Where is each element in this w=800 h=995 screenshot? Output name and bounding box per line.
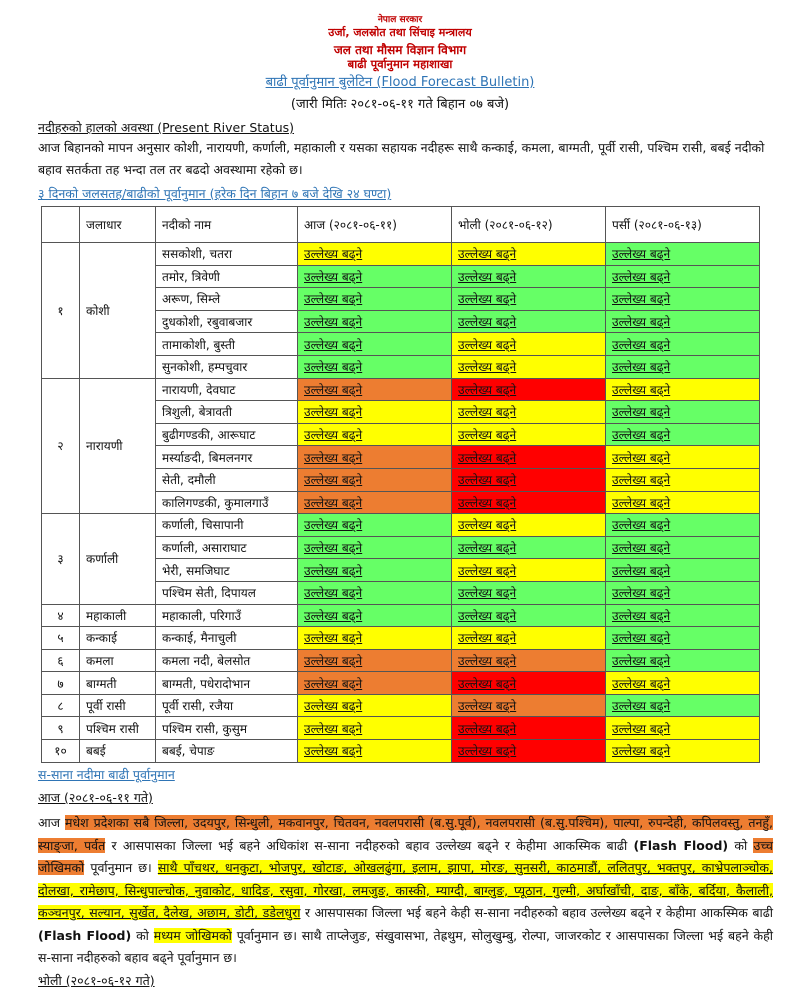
river-station: तमोर, त्रिवेणी <box>156 265 298 288</box>
river-station: कन्काई, मैनाचुली <box>156 627 298 650</box>
basin-name: पूर्वी रासी <box>80 694 156 717</box>
forecast-cell-tomorrow <box>452 559 606 582</box>
river-station: पश्चिम सेती, दिपायल <box>156 581 298 604</box>
forecast-level-text: उल्लेख्य बढ्ने <box>458 450 517 465</box>
forecast-cell-tomorrow <box>452 446 606 469</box>
forecast-cell-today <box>298 446 452 469</box>
col-tomorrow: भोली (२०८१-०६-१२) <box>452 207 606 243</box>
forecast-cell-tomorrow <box>452 717 606 740</box>
forecast-cell-day-after <box>606 491 760 514</box>
forecast-cell-day-after <box>606 717 760 740</box>
forecast-level-text: उल्लेख्य बढ्ने <box>458 608 517 623</box>
forecast-cell-day-after <box>606 694 760 717</box>
basin-name: कर्णाली <box>80 514 156 604</box>
forecast-level-text: उल्लेख्य बढ्ने <box>612 382 671 397</box>
basin-number: ९ <box>42 717 80 740</box>
river-station: महाकाली, परिगाउँ <box>156 604 298 627</box>
forecast-text-1: पूर्वानुमान छ। <box>84 860 158 875</box>
forecast-table-header <box>42 207 760 243</box>
forecast-level-text: उल्लेख्य बढ्ने <box>304 676 363 691</box>
forecast-cell-day-after <box>606 559 760 582</box>
forecast-cell-today <box>298 559 452 582</box>
basin-number: ८ <box>42 694 80 717</box>
forecast-cell-tomorrow <box>452 401 606 424</box>
forecast-level-text: उल्लेख्य बढ्ने <box>458 563 517 578</box>
forecast-cell-day-after <box>606 423 760 446</box>
forecast-level-text: उल्लेख्य बढ्ने <box>458 518 517 533</box>
forecast-table-body <box>42 243 760 763</box>
forecast-level-text: उल्लेख्य बढ्ने <box>304 608 363 623</box>
forecast-level-text: उल्लेख्य बढ्ने <box>458 337 517 352</box>
forecast-cell-tomorrow <box>452 468 606 491</box>
forecast-cell-day-after <box>606 355 760 378</box>
forecast-level-text: उल्लेख्य बढ्ने <box>304 699 363 714</box>
forecast-level-text: उल्लेख्य बढ्ने <box>612 518 671 533</box>
table-row <box>42 627 760 650</box>
forecast-level-text: उल्लेख्य बढ्ने <box>612 631 671 646</box>
forecast-level-text: उल्लेख्य बढ्ने <box>458 653 517 668</box>
forecast-cell-day-after <box>606 468 760 491</box>
basin-name: कोशी <box>80 243 156 379</box>
river-station: सेती, दमौली <box>156 468 298 491</box>
col-day-after: पर्सी (२०८१-०६-१३) <box>606 207 760 243</box>
basin-number: ६ <box>42 649 80 672</box>
forecast-cell-today <box>298 694 452 717</box>
forecast-level-text: उल्लेख्य बढ्ने <box>304 450 363 465</box>
flash-flood-label-2: (Flash Flood) <box>38 927 132 943</box>
forecast-level-text: उल्लेख्य बढ्ने <box>304 495 363 510</box>
forecast-level-text: उल्लेख्य बढ्ने <box>612 586 671 601</box>
basin-name: बाग्मती <box>80 672 156 695</box>
basin-name: कमला <box>80 649 156 672</box>
low-risk-text: पूर्वानुमान छ। साथै ताप्लेजुङ, संखुवासभा, तेह्रथुम, सोलुखुम्बु, रोल्पा, जाजरकोट र आसपासका जिल्ला भई बहने केही स-साना नदीहरुको बहाव बढ्ने पूर्वानुमान छ। <box>38 927 773 965</box>
tomorrow-title: भोली (२०८१-०६-१२ गते) <box>38 973 155 988</box>
forecast-level-text: उल्लेख्य बढ्ने <box>304 405 363 420</box>
forecast-cell-tomorrow <box>452 740 606 763</box>
forecast-cell-today <box>298 333 452 356</box>
forecast-cell-tomorrow <box>452 355 606 378</box>
mid-text-1: र आसपासका जिल्ला भई बहने अधिकांश स-साना नदीहरुको बहाव उल्लेख्य बढ्ने र केहीमा आकस्मिक बाढी <box>105 837 634 853</box>
forecast-level-text: उल्लेख्य बढ्ने <box>458 405 517 420</box>
forecast-cell-today <box>298 581 452 604</box>
forecast-level-text: उल्लेख्य बढ्ने <box>304 653 363 668</box>
basin-number: ३ <box>42 514 80 604</box>
basin-name: नारायणी <box>80 378 156 514</box>
forecast-cell-today <box>298 649 452 672</box>
basin-number: ७ <box>42 672 80 695</box>
today-title: आज (२०८१-०६-११ गते) <box>38 790 153 805</box>
basin-number: २ <box>42 378 80 514</box>
forecast-level-text: उल्लेख्य बढ्ने <box>304 428 363 443</box>
forecast-cell-tomorrow <box>452 672 606 695</box>
forecast-level-text: उल्लेख्य बढ्ने <box>612 473 671 488</box>
col-num <box>42 207 80 243</box>
basin-name: बबई <box>80 740 156 763</box>
forecast-cell-today <box>298 514 452 537</box>
forecast-level-text: उल्लेख्य बढ्ने <box>612 676 671 691</box>
forecast-level-text: उल्लेख्य बढ्ने <box>304 744 363 759</box>
forecast-level-text: उल्लेख्य बढ्ने <box>304 541 363 556</box>
forecast-level-text: उल्लेख्य बढ्ने <box>612 269 671 284</box>
table-row <box>42 694 760 717</box>
forecast-level-text: उल्लेख्य बढ्ने <box>612 405 671 420</box>
forecast-level-text: उल्लेख्य बढ्ने <box>458 382 517 397</box>
forecast-cell-day-after <box>606 446 760 469</box>
forecast-cell-tomorrow <box>452 627 606 650</box>
forecast-level-text: उल्लेख्य बढ्ने <box>612 337 671 352</box>
river-station: ससकोशी, चतरा <box>156 243 298 266</box>
forecast-level-text: उल्लेख्य बढ्ने <box>458 269 517 284</box>
department-label: जल तथा मौसम विज्ञान विभाग <box>333 43 467 57</box>
forecast-level-text: उल्लेख्य बढ्ने <box>612 744 671 759</box>
forecast-level-text: उल्लेख्य बढ्ने <box>458 541 517 556</box>
forecast-level-text: उल्लेख्य बढ्ने <box>458 428 517 443</box>
forecast-cell-day-after <box>606 740 760 763</box>
forecast-level-text: उल्लेख्य बढ्ने <box>612 315 671 330</box>
river-station: त्रिशुली, बेत्रावती <box>156 401 298 424</box>
ministry-label: उर्जा, जलस्रोत तथा सिंचाइ मन्त्रालय <box>328 26 472 39</box>
forecast-cell-today <box>298 740 452 763</box>
river-station: बबई, चेपाङ <box>156 740 298 763</box>
bulletin-title <box>0 72 800 90</box>
forecast-level-text: उल्लेख्य बढ्ने <box>304 563 363 578</box>
forecast-level-text: उल्लेख्य बढ्ने <box>612 495 671 510</box>
forecast-level-text: उल्लेख्य बढ्ने <box>304 586 363 601</box>
forecast-level-text: उल्लेख्य बढ्ने <box>612 360 671 375</box>
present-status-title: नदीहरुको हालको अवस्था (Present River Status) <box>38 120 295 135</box>
table-row <box>42 717 760 740</box>
river-station: तामाकोशी, बुस्ती <box>156 333 298 356</box>
forecast-cell-today <box>298 401 452 424</box>
mid-text-2: र आसपासका जिल्ला भई बहने केही स-साना नदीहरुको बहाव उल्लेख्य बढ्ने र केहीमा आकस्मिक बाढी <box>300 905 773 920</box>
forecast-level-text: उल्लेख्य बढ्ने <box>304 360 363 375</box>
forecast-level-text: उल्लेख्य बढ्ने <box>304 721 363 736</box>
table-row <box>42 740 760 763</box>
river-station: सुनकोशी, हम्पचुवार <box>156 355 298 378</box>
forecast-cell-today <box>298 672 452 695</box>
river-station: कालिगण्डकी, कुमालगाउँ <box>156 491 298 514</box>
river-station: पूर्वी रासी, रजैया <box>156 694 298 717</box>
flash-flood-label-1: (Flash Flood) <box>633 837 729 853</box>
issue-date: (जारी मितिः २०८१-०६-११ गते बिहान ०७ बजे) <box>290 97 510 112</box>
forecast-level-text: उल्लेख्य बढ्ने <box>612 721 671 736</box>
table-row <box>42 378 760 401</box>
ko-1: को <box>728 837 754 853</box>
forecast-cell-tomorrow <box>452 378 606 401</box>
forecast-level-text: उल्लेख्य बढ्ने <box>304 518 363 533</box>
forecast-cell-tomorrow <box>452 514 606 537</box>
forecast-level-text: उल्लेख्य बढ्ने <box>458 744 517 759</box>
basin-name: कन्काई <box>80 627 156 650</box>
forecast-level-text: उल्लेख्य बढ्ने <box>612 247 671 262</box>
forecast-cell-tomorrow <box>452 694 606 717</box>
government-label: नेपाल सरकार <box>377 15 423 25</box>
forecast-level-text: उल्लेख्य बढ्ने <box>612 608 671 623</box>
river-station: नारायणी, देवघाट <box>156 378 298 401</box>
forecast-level-text: उल्लेख्य बढ्ने <box>304 473 363 488</box>
forecast-title: ३ दिनको जलसतह/बाढीको पूर्वानुमान (हरेक दिन बिहान ७ बजे देखि २४ घण्टा) <box>38 186 392 201</box>
forecast-cell-tomorrow <box>452 491 606 514</box>
forecast-cell-tomorrow <box>452 310 606 333</box>
river-station: अरूण, सिम्ले <box>156 288 298 311</box>
river-station: पश्चिम रासी, कुसुम <box>156 717 298 740</box>
forecast-level-text: उल्लेख्य बढ्ने <box>458 676 517 691</box>
forecast-cell-day-after <box>606 378 760 401</box>
river-station: भेरी, समजिघाट <box>156 559 298 582</box>
forecast-cell-tomorrow <box>452 288 606 311</box>
forecast-level-text: उल्लेख्य बढ्ने <box>612 428 671 443</box>
forecast-cell-tomorrow <box>452 581 606 604</box>
basin-name: पश्चिम रासी <box>80 717 156 740</box>
forecast-level-text: उल्लेख्य बढ्ने <box>458 495 517 510</box>
forecast-level-text: उल्लेख्य बढ्ने <box>612 450 671 465</box>
basin-number: १० <box>42 740 80 763</box>
forecast-level-text: उल्लेख्य बढ्ने <box>612 653 671 668</box>
forecast-level-text: उल्लेख्य बढ्ने <box>458 699 517 714</box>
table-row <box>42 243 760 266</box>
forecast-cell-today <box>298 468 452 491</box>
table-row <box>42 604 760 627</box>
river-station: बाग्मती, पधेरादोभान <box>156 672 298 695</box>
forecast-level-text: उल्लेख्य बढ्ने <box>458 315 517 330</box>
forecast-cell-day-after <box>606 310 760 333</box>
col-today: आज (२०८१-०६-११) <box>298 207 452 243</box>
col-river: नदीको नाम <box>156 207 298 243</box>
forecast-cell-day-after <box>606 627 760 650</box>
small-rivers-title: स-साना नदीमा बाढी पूर्वानुमान <box>38 767 175 782</box>
river-station: बुढीगण्डकी, आरूघाट <box>156 423 298 446</box>
forecast-cell-day-after <box>606 243 760 266</box>
forecast-cell-day-after <box>606 288 760 311</box>
forecast-cell-today <box>298 288 452 311</box>
forecast-level-text: उल्लेख्य बढ्ने <box>612 699 671 714</box>
forecast-cell-day-after <box>606 672 760 695</box>
small-rivers-forecast-text <box>38 812 773 970</box>
bulletin-title-text: बाढी पूर्वानुमान बुलेटिन (Flood Forecast Bulletin) <box>265 75 535 90</box>
forecast-level-text: उल्लेख्य बढ्ने <box>458 721 517 736</box>
forecast-cell-today <box>298 265 452 288</box>
forecast-cell-today <box>298 243 452 266</box>
forecast-cell-day-after <box>606 536 760 559</box>
high-risk-districts: मधेश प्रदेशका सबै जिल्ला, उदयपुर, सिन्धुली, मकवानपुर, चितवन, नवलपरासी (ब.सु.पूर्व), नवलपरासी (ब.सु.पश्चिम), पाल्पा, रुपन्देही, कपिलवस्तु, तनहुँ, स्याङ्जा, पर्वत <box>38 815 773 853</box>
forecast-cell-day-after <box>606 604 760 627</box>
forecast-cell-day-after <box>606 333 760 356</box>
forecast-cell-tomorrow <box>452 333 606 356</box>
medium-risk-label: मध्यम जोखिमको <box>153 927 232 943</box>
forecast-level-text: उल्लेख्य बढ्ने <box>458 247 517 262</box>
basin-number: ४ <box>42 604 80 627</box>
forecast-level-text: उल्लेख्य बढ्ने <box>612 563 671 578</box>
forecast-level-text: उल्लेख्य बढ्ने <box>458 360 517 375</box>
forecast-level-text: उल्लेख्य बढ्ने <box>458 292 517 307</box>
forecast-level-text: उल्लेख्य बढ्ने <box>304 382 363 397</box>
river-station: कर्णाली, असाराघाट <box>156 536 298 559</box>
river-station: कमला नदी, बेलसोत <box>156 649 298 672</box>
forecast-level-text: उल्लेख्य बढ्ने <box>458 631 517 646</box>
forecast-cell-today <box>298 491 452 514</box>
forecast-cell-day-after <box>606 265 760 288</box>
col-basin: जलाधार <box>80 207 156 243</box>
forecast-cell-tomorrow <box>452 649 606 672</box>
medium-risk-districts: साथै पाँचथर, धनकुटा, भोजपुर, खोटाङ, ओखलढुंगा, इलाम, झापा, मोरङ, सुनसरी, काठमाडौं, ललितपुर, भक्तपुर, काभ्रेपलाञ्चोक, दोलखा, रामेछाप, सिन्धुपाल्चोक, नुवाकोट, धादिङ, रसुवा, गोरखा, लमजुङ, कास्की, म्याग्दी, बाग्लुङ, प्यूठान, गुल्मी, अर्घाखाँची, दाङ, बाँके, बर्दिया, कैलाली, कञ्चनपुर, सल्यान, सुर्खेत, दैलेख, अछाम, डोटी, डडेलधुरा <box>38 860 773 920</box>
forecast-level-text: उल्लेख्य बढ्ने <box>304 337 363 352</box>
forecast-level-text: उल्लेख्य बढ्ने <box>612 292 671 307</box>
table-row <box>42 514 760 537</box>
forecast-level-text: उल्लेख्य बढ्ने <box>304 315 363 330</box>
forecast-cell-today <box>298 604 452 627</box>
table-row <box>42 649 760 672</box>
forecast-cell-today <box>298 310 452 333</box>
forecast-level-text: उल्लेख्य बढ्ने <box>304 631 363 646</box>
forecast-level-text: उल्लेख्य बढ्ने <box>304 292 363 307</box>
river-station: कर्णाली, चिसापानी <box>156 514 298 537</box>
forecast-level-text: उल्लेख्य बढ्ने <box>612 541 671 556</box>
high-risk-label: उच्च जोखिमको <box>38 837 773 875</box>
division-label: बाढी पूर्वानुमान महाशाखा <box>347 57 453 71</box>
forecast-cell-today <box>298 536 452 559</box>
basin-name: महाकाली <box>80 604 156 627</box>
table-row <box>42 672 760 695</box>
present-status-text: आज बिहानको मापन अनुसार कोशी, नारायणी, कर्णाली, महाकाली र यसका सहायक नदीहरू साथै कन्काई, कमला, बाग्मती, पूर्वी रासी, पश्चिम रासी, बबई नदीको बहाव सतर्कता तह भन्दा तल तर बढदो अवस्थामा रहेको छ। <box>38 140 765 177</box>
forecast-cell-tomorrow <box>452 243 606 266</box>
forecast-cell-today <box>298 378 452 401</box>
forecast-cell-today <box>298 423 452 446</box>
forecast-cell-today <box>298 355 452 378</box>
forecast-cell-today <box>298 627 452 650</box>
forecast-cell-tomorrow <box>452 423 606 446</box>
forecast-cell-tomorrow <box>452 536 606 559</box>
basin-number: १ <box>42 243 80 379</box>
river-station: दुधकोशी, रबुवाबजार <box>156 310 298 333</box>
forecast-cell-today <box>298 717 452 740</box>
forecast-cell-day-after <box>606 649 760 672</box>
ko-2: को <box>131 927 154 943</box>
forecast-cell-day-after <box>606 514 760 537</box>
river-station: मर्स्याङदी, बिमलनगर <box>156 446 298 469</box>
forecast-level-text: उल्लेख्य बढ्ने <box>304 247 363 262</box>
forecast-level-text: उल्लेख्य बढ्ने <box>304 269 363 284</box>
forecast-cell-day-after <box>606 401 760 424</box>
forecast-cell-tomorrow <box>452 604 606 627</box>
forecast-table <box>41 206 760 763</box>
forecast-cell-tomorrow <box>452 265 606 288</box>
forecast-cell-day-after <box>606 581 760 604</box>
forecast-level-text: उल्लेख्य बढ्ने <box>458 586 517 601</box>
intro-text: आज <box>38 815 66 830</box>
basin-number: ५ <box>42 627 80 650</box>
forecast-level-text: उल्लेख्य बढ्ने <box>458 473 517 488</box>
